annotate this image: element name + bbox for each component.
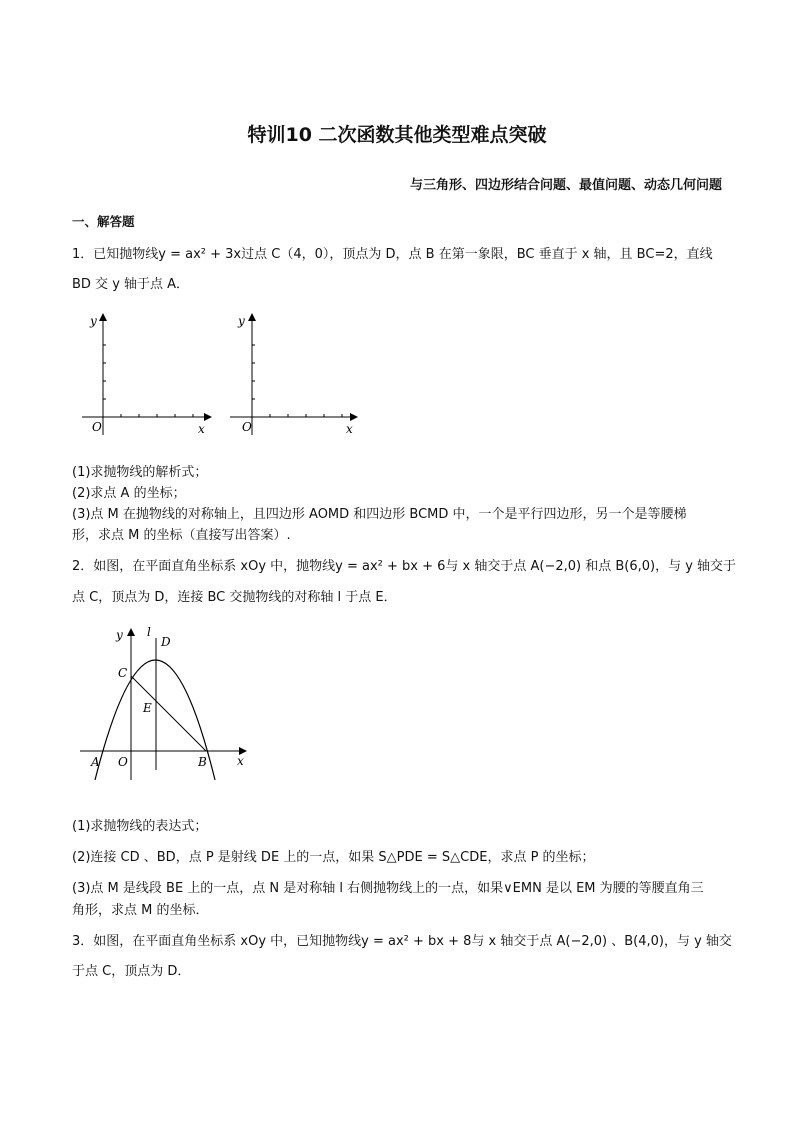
q2-part2: (2)连接 CD 、BD，点 P 是射线 DE 上的一点，如果 S△PDE = S△CDE，求点 P 的坐标； xyxy=(72,850,595,865)
q1-right-origin-label: O xyxy=(242,420,252,434)
q2-parabola-figure xyxy=(75,620,255,785)
q2-o-label: O xyxy=(118,755,128,769)
q1-part2: (2)求点 A 的坐标； xyxy=(72,486,186,501)
q2-stem-line2: 点 C，顶点为 D，连接 BC 交抛物线的对称轴 l 于点 E． xyxy=(72,590,397,605)
q1-axes-left xyxy=(82,314,210,436)
q1-axes-right xyxy=(230,314,356,436)
q2-a-label: A xyxy=(91,755,100,769)
q2-y-label: y xyxy=(116,628,123,642)
q2-part3-line1: (3)点 M 是线段 BE 上的一点，点 N 是对称轴 l 右侧抛物线上的一点，如果∨EMN 是以 EM 为腰的等腰直角三 xyxy=(72,881,704,896)
page-title: 特训10 二次函数其他类型难点突破 xyxy=(247,124,547,146)
q2-stem-line1: 2．如图，在平面直角坐标系 xOy 中，抛物线y = ax² + bx + 6与 x 轴交于点 A(−2,0) 和点 B(6,0)，与 y 轴交于 xyxy=(72,559,737,574)
q2-parabola-curve xyxy=(95,660,215,780)
q2-x-label: x xyxy=(237,754,244,768)
section-heading: 一、解答题 xyxy=(72,214,135,229)
q3-stem-line2: 于点 C，顶点为 D． xyxy=(72,964,191,979)
q1-left-y-label: y xyxy=(90,314,97,328)
q1-part3-line1: (3)点 M 在抛物线的对称轴上，且四边形 AOMD 和四边形 BCMD 中，一个是平行四边形，另一个是等腰梯 xyxy=(72,507,687,522)
page-subtitle: 与三角形、四边形结合问题、最值问题、动态几何问题 xyxy=(409,178,722,193)
q1-part3-line2: 形，求点 M 的坐标（直接写出答案）. xyxy=(72,528,291,543)
q1-right-y-label: y xyxy=(238,314,245,328)
q2-part1: (1)求抛物线的表达式； xyxy=(72,819,208,834)
q1-left-origin-label: O xyxy=(92,420,102,434)
q3-stem-line1: 3．如图，在平面直角坐标系 xOy 中，已知抛物线y = ax² + bx + 8与 x 轴交于点 A(−2,0) 、B(4,0)，与 y 轴交 xyxy=(72,934,732,949)
q1-stem-line1: 1．已知抛物线y = ax² + 3x过点 C（4，0），顶点为 D，点 B 在第一象限，BC 垂直于 x 轴，且 BC=2，直线 xyxy=(72,247,713,262)
q1-part1: (1)求抛物线的解析式； xyxy=(72,465,208,480)
q2-c-label: C xyxy=(118,666,128,680)
q2-l-label: l xyxy=(147,625,151,639)
q1-right-x-label: x xyxy=(346,422,353,436)
q1-stem-line2: BD 交 y 轴于点 A． xyxy=(72,277,190,292)
q1-axes-figures xyxy=(70,305,370,440)
q2-b-label: B xyxy=(198,755,207,769)
q2-part3-line2: 角形，求点 M 的坐标． xyxy=(72,903,209,918)
q2-e-label: E xyxy=(143,701,152,715)
q2-d-label: D xyxy=(161,635,171,649)
q1-left-x-label: x xyxy=(198,422,205,436)
